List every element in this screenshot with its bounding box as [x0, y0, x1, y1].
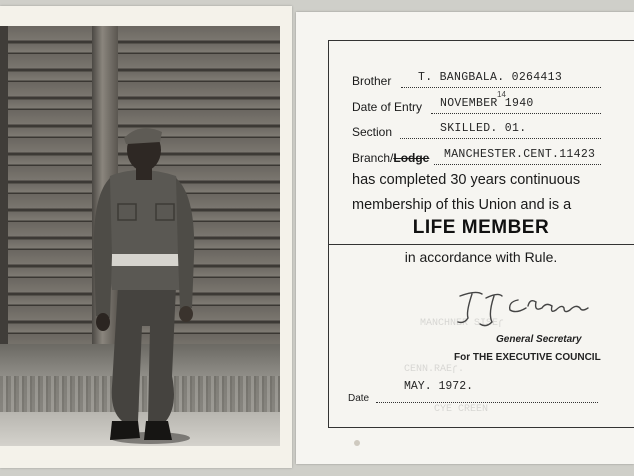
branch-label: Branch/	[352, 151, 394, 165]
section-label: Section	[352, 125, 393, 139]
life-member-heading: LIFE MEMBER	[328, 217, 634, 245]
section-value: SKILLED. 01.	[440, 122, 527, 135]
photograph-frame	[0, 6, 292, 468]
show-through-1: ɿƎƧIƧ ЯƎИHƆИAM	[420, 318, 505, 329]
soldier-figure	[0, 26, 280, 446]
date-value: MAY. 1972.	[404, 380, 474, 393]
date-dotted-line	[376, 402, 598, 403]
brother-field	[352, 71, 563, 88]
completed-line: has completed 30 years continuous	[352, 172, 581, 188]
membership-card	[296, 12, 634, 464]
general-secretary-label: General Secretary	[496, 334, 582, 345]
paper-smudge	[354, 440, 360, 446]
show-through-3: ИƎƎЯƆ ƎYƆ	[434, 404, 489, 415]
entry-day-superscript: 14	[497, 90, 506, 99]
entry-label: Date of Entry	[352, 100, 423, 114]
section-field	[352, 122, 527, 139]
accordance-line: in accordance with Rule.	[404, 249, 558, 265]
executive-council-label: For THE EXECUTIVE COUNCIL	[454, 352, 601, 363]
show-through-2: .ɿƎAЯ.ИИƎƆ	[404, 364, 465, 375]
branch-field	[352, 148, 596, 165]
branch-value: MANCHESTER.CENT.11423	[444, 148, 596, 161]
date-of-entry-field	[352, 90, 534, 114]
date-label: Date	[348, 393, 370, 404]
brother-label: Brother	[352, 74, 392, 88]
membership-line: membership of this Union and is a	[352, 197, 572, 213]
portrait-photo	[0, 26, 280, 446]
lodge-struck-text: Lodge	[393, 151, 430, 165]
brother-value: T. BANGBALA. 0264413	[418, 71, 563, 84]
entry-value: NOVEMBER 1940	[440, 97, 534, 110]
